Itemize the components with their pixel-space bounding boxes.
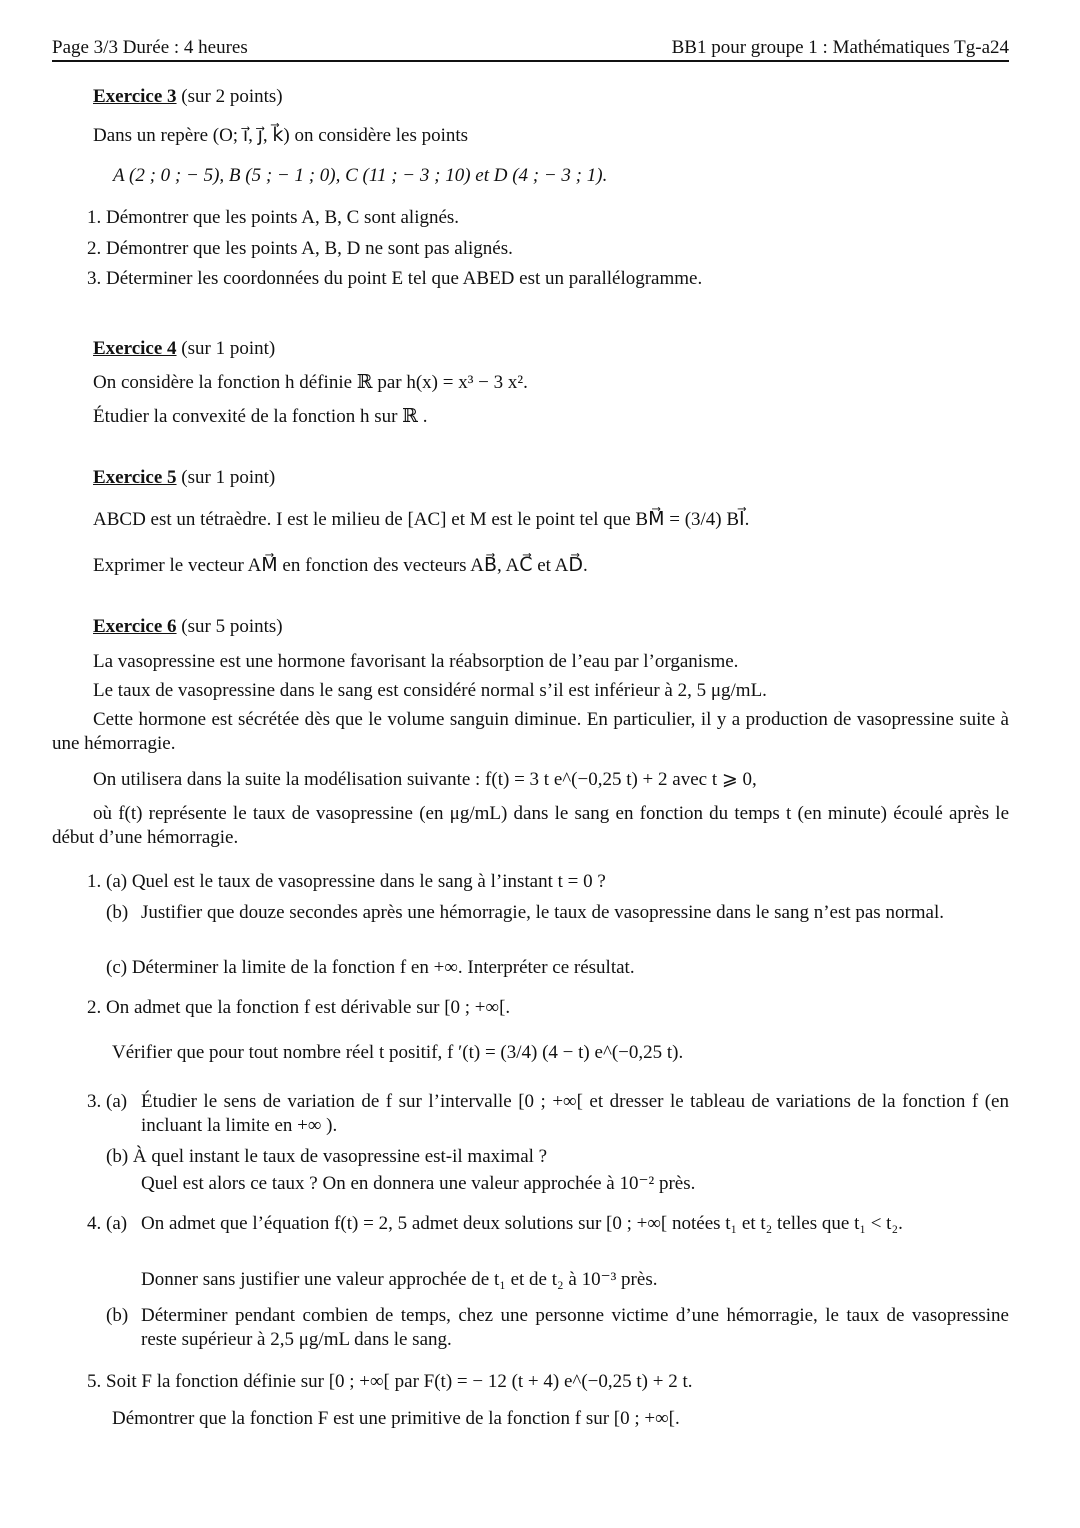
question-1b: Justifier que douze secondes après une hémorragie, le taux de vasopressine dans le sang n’est pas normal. bbox=[141, 902, 945, 923]
question-label: 3. (a) bbox=[87, 1091, 128, 1112]
header-right: BB1 pour groupe 1 : Mathématiques Tg-a24 bbox=[671, 37, 1009, 58]
question-1a: 1. (a) Quel est le taux de vasopressine dans le sang à l’instant t = 0 ? bbox=[87, 871, 606, 892]
question-label: 4. (a) bbox=[87, 1213, 128, 1234]
question-3b-2: Quel est alors ce taux ? On en donnera une valeur approchée à 10⁻² près. bbox=[141, 1173, 696, 1194]
question-2: 2. On admet que la fonction f est dérivable sur [0 ; +∞[. bbox=[87, 997, 511, 1018]
exercise-6-title: Exercice 6 (sur 5 points) bbox=[93, 616, 283, 637]
question-5: 5. Soit F la fonction définie sur [0 ; +∞[ par F(t) = − 12 (t + 4) e^(−0,25 t) + 2 t. bbox=[87, 1371, 693, 1392]
ex4-line: On considère la fonction h définie ℝ par h(x) = x³ − 3 x². bbox=[93, 372, 528, 393]
ex3-item: 1. Démontrer que les points A, B, C sont alignés. bbox=[87, 207, 460, 228]
ex6-paragraph: Cette hormone est sécrétée dès que le volume sanguin diminue. En particulier, il y a production de vasopressine suite à une hémorragie. bbox=[52, 709, 1009, 754]
question-5-prove: Démontrer que la fonction F est une primitive de la fonction f sur [0 ; +∞[. bbox=[112, 1408, 680, 1429]
question-3b: (b) À quel instant le taux de vasopressine est-il maximal ? bbox=[106, 1146, 548, 1167]
ex3-coords: A (2 ; 0 ; − 5), B (5 ; − 1 ; 0), C (11 ; − 3 ; 10) et D (4 ; − 3 ; 1). bbox=[113, 165, 608, 186]
ex5-line: Exprimer le vecteur AM⃗ en fonction des vecteurs AB⃗, AC⃗ et AD⃗. bbox=[93, 555, 588, 576]
question-4a-2: Donner sans justifier une valeur approchée de t₁ et de t₂ à 10⁻³ près. bbox=[141, 1269, 658, 1290]
ex6-paragraph: où f(t) représente le taux de vasopressine (en μg/mL) dans le sang en fonction du temps t (en minute) écoulé après le début d’une hémorragie. bbox=[52, 803, 1009, 848]
question-label: (b) bbox=[106, 1305, 129, 1326]
ex5-line: ABCD est un tétraèdre. I est le milieu de [AC] et M est le point tel que BM⃗ = (3/4) BI⃗. bbox=[93, 509, 750, 530]
ex3-item: 3. Déterminer les coordonnées du point E tel que ABED est un parallélogramme. bbox=[87, 268, 703, 289]
exercise-4-title: Exercice 4 (sur 1 point) bbox=[93, 338, 276, 359]
question-1c: (c) Déterminer la limite de la fonction f en +∞. Interpréter ce résultat. bbox=[106, 957, 635, 978]
ex6-model: On utilisera dans la suite la modélisation suivante : f(t) = 3 t e^(−0,25 t) + 2 avec t ⩾ 0, bbox=[93, 769, 757, 790]
header-left: Page 3/3 Durée : 4 heures bbox=[52, 37, 248, 58]
question-label: (b) bbox=[106, 902, 129, 923]
header-rule bbox=[52, 60, 1009, 62]
exercise-3-title: Exercice 3 (sur 2 points) bbox=[93, 86, 283, 107]
ex3-item: 2. Démontrer que les points A, B, D ne sont pas alignés. bbox=[87, 238, 513, 259]
question-4b: Déterminer pendant combien de temps, chez une personne victime d’une hémorragie, le taux de vasopressine reste supérieur à 2,5 μg/mL dans le sang. bbox=[141, 1305, 1009, 1350]
question-3a: Étudier le sens de variation de f sur l’intervalle [0 ; +∞[ et dresser le tableau de variations de la fonction f (en incluant la limite en +∞ ). bbox=[141, 1091, 1009, 1136]
ex6-paragraph: Le taux de vasopressine dans le sang est considéré normal s’il est inférieur à 2, 5 μg/mL. bbox=[93, 680, 767, 701]
ex3-intro: Dans un repère (O; i⃗, j⃗, k⃗) on considère les points bbox=[93, 125, 469, 146]
question-2-verify: Vérifier que pour tout nombre réel t positif, f ′(t) = (3/4) (4 − t) e^(−0,25 t). bbox=[112, 1042, 684, 1063]
ex4-line: Étudier la convexité de la fonction h sur ℝ . bbox=[93, 406, 428, 427]
exercise-5-title: Exercice 5 (sur 1 point) bbox=[93, 467, 276, 488]
ex6-paragraph: La vasopressine est une hormone favorisant la réabsorption de l’eau par l’organisme. bbox=[93, 651, 739, 672]
question-4a: On admet que l’équation f(t) = 2, 5 admet deux solutions sur [0 ; +∞[ notées t₁ et t₂ telles que t₁ < t₂. bbox=[141, 1213, 903, 1234]
